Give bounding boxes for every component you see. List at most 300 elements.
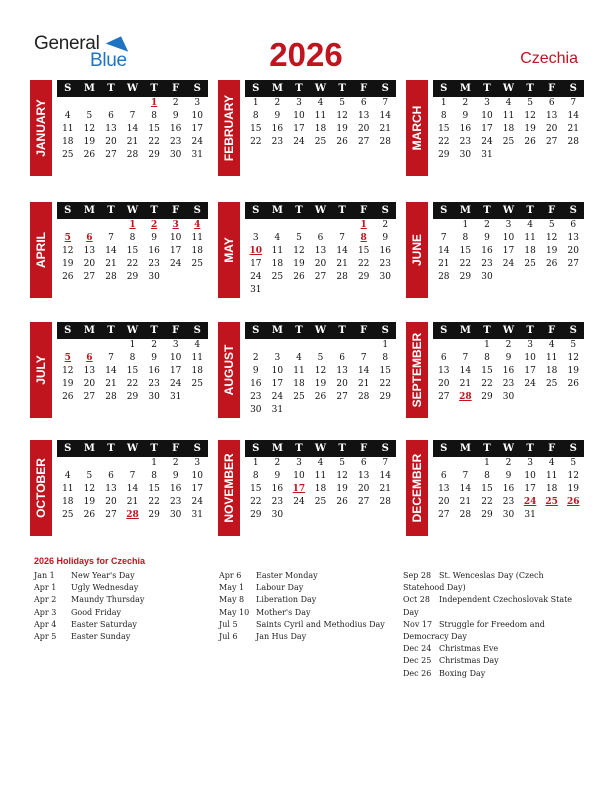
- week-row: [245, 219, 396, 232]
- day-cell: 22: [126, 259, 139, 269]
- month-label: [30, 440, 52, 536]
- country-name: Czechia: [520, 50, 578, 67]
- day-cell: 27: [314, 272, 327, 282]
- week-row: [245, 136, 396, 149]
- weekday-header: M: [271, 83, 283, 94]
- weekday-header: S: [193, 83, 201, 94]
- day-cell: 14: [105, 366, 117, 376]
- weekday-header: T: [107, 83, 115, 94]
- holiday-date: Jan 1: [34, 571, 55, 580]
- day-cell: 12: [524, 111, 536, 121]
- day-cell: 23: [502, 497, 515, 507]
- day-cell: 4: [548, 340, 555, 350]
- day-cell: 13: [357, 471, 370, 481]
- weekday-header: M: [271, 325, 283, 336]
- day-cell: 6: [108, 111, 114, 121]
- day-cell: 25: [191, 259, 203, 269]
- month-label: [406, 440, 428, 536]
- day-cell: 26: [336, 137, 348, 147]
- day-cell: 29: [481, 392, 493, 402]
- day-cell: 29: [357, 272, 370, 282]
- day-cell: 26: [83, 510, 96, 520]
- month-name: OCTOBER: [34, 458, 48, 518]
- month-february: [218, 80, 396, 176]
- day-cell: 23: [250, 392, 262, 402]
- weekday-header-row: [245, 202, 396, 219]
- day-cell: 18: [62, 497, 74, 507]
- day-cell: 7: [382, 458, 389, 468]
- holiday-day-cell: 28: [126, 510, 139, 520]
- empty-day-cell: [433, 457, 455, 470]
- holiday-item: [219, 582, 394, 594]
- empty-day-cell: [310, 284, 332, 297]
- weekday-header: S: [381, 83, 389, 94]
- month-label: [30, 322, 52, 418]
- day-cell: 23: [502, 379, 515, 389]
- day-cell: 11: [271, 246, 284, 256]
- weekday-header: T: [483, 205, 491, 216]
- day-cell: 8: [462, 233, 469, 243]
- day-cell: 7: [440, 233, 447, 243]
- month-label: [406, 80, 428, 176]
- weekday-header: T: [483, 83, 491, 94]
- day-cell: 6: [570, 220, 577, 230]
- week-row: [245, 391, 396, 404]
- week-row: [245, 404, 396, 417]
- day-cell: 31: [169, 392, 182, 402]
- month-days-grid: [245, 322, 396, 417]
- month-label: [218, 202, 240, 298]
- empty-day-cell: [57, 339, 79, 352]
- day-cell: 18: [545, 484, 558, 494]
- day-cell: 8: [151, 471, 157, 481]
- day-cell: 20: [314, 259, 327, 269]
- week-row: [433, 365, 584, 378]
- day-cell: 20: [438, 379, 450, 389]
- day-cell: 10: [169, 233, 182, 243]
- month-days-grid: [245, 440, 396, 522]
- day-cell: 3: [527, 340, 533, 350]
- day-cell: 10: [191, 111, 203, 121]
- day-cell: 5: [86, 471, 93, 481]
- empty-day-cell: [310, 404, 332, 417]
- weekday-header: M: [83, 83, 95, 94]
- weekday-header-row: [245, 322, 396, 339]
- day-cell: 15: [250, 124, 262, 134]
- weekday-header: T: [295, 325, 303, 336]
- day-cell: 14: [379, 111, 391, 121]
- day-cell: 12: [567, 353, 579, 363]
- day-cell: 6: [360, 98, 367, 108]
- day-cell: 16: [169, 484, 182, 494]
- weekday-header: T: [338, 443, 346, 454]
- week-row: [57, 258, 208, 271]
- month-label: [218, 440, 240, 536]
- empty-day-cell: [353, 339, 375, 352]
- day-cell: 20: [357, 124, 370, 134]
- empty-day-cell: [498, 271, 520, 284]
- holiday-item: [219, 607, 394, 619]
- day-cell: 11: [314, 111, 327, 121]
- empty-day-cell: [541, 149, 563, 162]
- day-cell: 11: [314, 471, 327, 481]
- day-cell: 26: [62, 272, 74, 282]
- day-cell: 22: [250, 137, 262, 147]
- holiday-date: Dec 24: [403, 644, 432, 654]
- weekday-header: S: [569, 325, 577, 336]
- holiday-name: Boxing Day: [439, 668, 486, 678]
- weekday-header-row: [57, 80, 208, 97]
- weekday-header: S: [193, 325, 201, 336]
- week-row: [57, 496, 208, 509]
- day-cell: 8: [484, 471, 490, 481]
- month-label: [30, 202, 52, 298]
- weekday-header: W: [314, 205, 327, 216]
- week-row: [433, 123, 584, 136]
- week-row: [433, 110, 584, 123]
- weekday-header: M: [459, 443, 471, 454]
- day-cell: 22: [250, 497, 262, 507]
- day-cell: 16: [481, 246, 493, 256]
- week-row: [433, 136, 584, 149]
- day-cell: 4: [64, 111, 71, 121]
- weekday-header: F: [360, 443, 368, 454]
- empty-day-cell: [100, 97, 122, 110]
- empty-day-cell: [541, 509, 563, 522]
- day-cell: 1: [462, 220, 469, 230]
- empty-day-cell: [79, 219, 101, 232]
- holiday-day-cell: 1: [360, 220, 367, 230]
- weekday-header: T: [526, 443, 534, 454]
- month-days-grid: [433, 202, 584, 284]
- day-cell: 30: [481, 272, 493, 282]
- day-cell: 27: [357, 497, 370, 507]
- week-row: [433, 219, 584, 232]
- day-cell: 9: [462, 111, 469, 121]
- weekday-header-row: [245, 80, 396, 97]
- empty-day-cell: [100, 219, 122, 232]
- holiday-day-cell: 2: [150, 220, 158, 230]
- day-cell: 12: [83, 484, 96, 494]
- week-row: [245, 496, 396, 509]
- day-cell: 18: [191, 366, 203, 376]
- day-cell: 3: [505, 220, 512, 230]
- week-row: [245, 97, 396, 110]
- day-cell: 19: [83, 497, 96, 507]
- day-cell: 21: [105, 379, 117, 389]
- day-cell: 22: [459, 259, 472, 269]
- holiday-name: Maundy Thursday: [71, 595, 145, 605]
- day-cell: 19: [524, 124, 536, 134]
- week-row: [245, 123, 396, 136]
- day-cell: 31: [271, 405, 284, 415]
- day-cell: 18: [314, 124, 327, 134]
- weekday-header: T: [107, 205, 115, 216]
- day-cell: 24: [271, 392, 284, 402]
- day-cell: 11: [545, 471, 558, 481]
- day-cell: 17: [524, 484, 536, 494]
- holiday-name: Independent Czechoslovak State Day: [403, 595, 573, 617]
- day-cell: 7: [570, 98, 577, 108]
- day-cell: 24: [191, 137, 203, 147]
- day-cell: 3: [484, 98, 490, 108]
- month-august: [218, 322, 396, 418]
- weekday-header: F: [548, 205, 556, 216]
- holiday-day-cell: 5: [64, 353, 71, 363]
- month-november: [218, 440, 396, 536]
- day-cell: 16: [271, 124, 284, 134]
- holiday-name: Ugly Wednesday: [71, 583, 139, 593]
- day-cell: 14: [357, 366, 370, 376]
- day-cell: 7: [108, 233, 114, 243]
- holiday-day-cell: 28: [459, 392, 472, 402]
- weekday-header: T: [338, 205, 346, 216]
- week-row: [57, 339, 208, 352]
- empty-day-cell: [353, 404, 375, 417]
- day-cell: 27: [567, 259, 579, 269]
- day-cell: 13: [336, 366, 348, 376]
- day-cell: 13: [314, 246, 327, 256]
- holiday-date: Apr 6: [219, 571, 242, 580]
- day-cell: 6: [440, 353, 447, 363]
- holiday-day-cell: 1: [150, 98, 158, 108]
- weekday-header: M: [459, 205, 471, 216]
- month-label: [406, 202, 428, 298]
- day-cell: 6: [339, 353, 345, 363]
- empty-day-cell: [519, 149, 541, 162]
- empty-day-cell: [245, 339, 267, 352]
- day-cell: 17: [481, 124, 493, 134]
- month-name: AUGUST: [222, 344, 236, 396]
- holiday-day-cell: 4: [194, 220, 201, 230]
- weekday-header: T: [526, 83, 534, 94]
- empty-day-cell: [310, 509, 332, 522]
- day-cell: 29: [459, 272, 472, 282]
- day-cell: 11: [293, 366, 305, 376]
- weekday-header: F: [360, 83, 368, 94]
- day-cell: 22: [148, 137, 160, 147]
- weekday-header: S: [252, 83, 260, 94]
- day-cell: 18: [314, 484, 327, 494]
- day-cell: 21: [126, 497, 139, 507]
- day-cell: 16: [148, 246, 160, 256]
- day-cell: 28: [459, 510, 472, 520]
- week-row: [57, 509, 208, 522]
- empty-day-cell: [562, 509, 584, 522]
- day-cell: 31: [191, 150, 203, 160]
- day-cell: 20: [438, 497, 450, 507]
- weekday-header: F: [172, 325, 180, 336]
- day-cell: 9: [484, 233, 490, 243]
- day-cell: 19: [62, 379, 74, 389]
- weekday-header: S: [64, 443, 72, 454]
- day-cell: 25: [62, 150, 74, 160]
- day-cell: 14: [459, 484, 472, 494]
- empty-day-cell: [57, 219, 79, 232]
- day-cell: 17: [169, 246, 182, 256]
- day-cell: 6: [360, 458, 367, 468]
- empty-day-cell: [331, 404, 353, 417]
- day-cell: 15: [148, 484, 160, 494]
- holiday-date: Apr 5: [34, 632, 57, 642]
- day-cell: 11: [545, 353, 558, 363]
- week-row: [245, 232, 396, 245]
- weekday-header: T: [338, 325, 346, 336]
- day-cell: 25: [545, 379, 558, 389]
- holiday-item: [34, 594, 204, 606]
- day-cell: 15: [481, 366, 493, 376]
- day-cell: 17: [169, 366, 182, 376]
- holiday-date: Apr 3: [34, 607, 57, 617]
- day-cell: 20: [105, 137, 117, 147]
- day-cell: 5: [296, 233, 302, 243]
- day-cell: 12: [314, 366, 327, 376]
- empty-day-cell: [562, 149, 584, 162]
- holiday-name: Christmas Day: [439, 656, 499, 666]
- day-cell: 28: [379, 497, 391, 507]
- weekday-header: T: [295, 443, 303, 454]
- day-cell: 2: [252, 353, 259, 363]
- empty-day-cell: [353, 284, 375, 297]
- weekday-header: S: [64, 205, 72, 216]
- day-cell: 25: [271, 272, 284, 282]
- holiday-item: [219, 594, 394, 606]
- day-cell: 20: [567, 246, 579, 256]
- holiday-date: Dec 26: [403, 668, 432, 678]
- weekday-header: T: [338, 83, 346, 94]
- weekday-header-row: [433, 80, 584, 97]
- day-cell: 29: [148, 510, 160, 520]
- week-row: [57, 378, 208, 391]
- day-cell: 27: [336, 392, 348, 402]
- holiday-day-cell: 10: [249, 246, 263, 256]
- day-cell: 10: [293, 471, 305, 481]
- day-cell: 9: [151, 353, 157, 363]
- day-cell: 8: [151, 111, 157, 121]
- weekday-header: F: [548, 325, 556, 336]
- day-cell: 7: [382, 98, 389, 108]
- day-cell: 6: [548, 98, 555, 108]
- weekday-header: T: [150, 83, 158, 94]
- empty-day-cell: [310, 219, 332, 232]
- day-cell: 13: [105, 124, 117, 134]
- week-row: [245, 365, 396, 378]
- empty-day-cell: [374, 509, 396, 522]
- day-cell: 15: [438, 124, 450, 134]
- week-row: [57, 352, 208, 365]
- weekday-header-row: [245, 440, 396, 457]
- day-cell: 10: [524, 471, 536, 481]
- empty-day-cell: [288, 284, 310, 297]
- day-cell: 27: [438, 392, 450, 402]
- empty-day-cell: [288, 509, 310, 522]
- week-row: [57, 110, 208, 123]
- holiday-name: Easter Sunday: [71, 632, 131, 642]
- day-cell: 6: [108, 471, 114, 481]
- week-row: [245, 339, 396, 352]
- empty-day-cell: [186, 391, 208, 404]
- day-cell: 20: [336, 379, 348, 389]
- month-january: [30, 80, 208, 176]
- week-row: [57, 149, 208, 162]
- day-cell: 25: [314, 497, 327, 507]
- day-cell: 21: [357, 379, 370, 389]
- week-row: [57, 245, 208, 258]
- day-cell: 9: [505, 471, 512, 481]
- holiday-item: [403, 594, 583, 618]
- week-row: [57, 232, 208, 245]
- day-cell: 30: [502, 392, 515, 402]
- month-march: [406, 80, 584, 176]
- day-cell: 14: [336, 246, 348, 256]
- holiday-date: Apr 2: [34, 595, 57, 605]
- day-cell: 14: [126, 124, 139, 134]
- day-cell: 20: [105, 497, 117, 507]
- day-cell: 9: [172, 111, 179, 121]
- week-row: [433, 258, 584, 271]
- day-cell: 23: [379, 259, 391, 269]
- empty-day-cell: [331, 219, 353, 232]
- day-cell: 29: [126, 272, 139, 282]
- day-cell: 25: [191, 379, 203, 389]
- holiday-name: Struggle for Freedom and Democracy Day: [403, 619, 545, 642]
- empty-day-cell: [79, 97, 101, 110]
- month-name: MAY: [222, 237, 236, 263]
- day-cell: 25: [524, 259, 536, 269]
- week-row: [433, 97, 584, 110]
- weekday-header: S: [440, 325, 448, 336]
- month-days-grid: [433, 80, 584, 162]
- day-cell: 4: [527, 220, 533, 230]
- holiday-day-cell: 6: [86, 353, 93, 363]
- empty-day-cell: [245, 219, 267, 232]
- month-name: JANUARY: [34, 99, 48, 157]
- week-row: [433, 149, 584, 162]
- empty-day-cell: [267, 284, 289, 297]
- day-cell: 31: [524, 510, 536, 520]
- weekday-header: T: [483, 443, 491, 454]
- week-row: [57, 123, 208, 136]
- day-cell: 18: [271, 259, 284, 269]
- holiday-item: [403, 655, 583, 667]
- day-cell: 5: [527, 98, 533, 108]
- holiday-day-cell: 26: [566, 497, 580, 507]
- month-october: [30, 440, 208, 536]
- weekday-header: W: [126, 205, 139, 216]
- empty-day-cell: [331, 284, 353, 297]
- day-cell: 22: [357, 259, 370, 269]
- week-row: [245, 457, 396, 470]
- holiday-name: Good Friday: [71, 607, 122, 617]
- day-cell: 30: [250, 405, 262, 415]
- weekday-header: F: [360, 325, 368, 336]
- day-cell: 16: [459, 124, 472, 134]
- weekday-header: S: [440, 205, 448, 216]
- month-september: [406, 322, 584, 418]
- day-cell: 2: [505, 340, 512, 350]
- month-label: [218, 322, 240, 418]
- day-cell: 30: [502, 510, 515, 520]
- day-cell: 11: [524, 233, 536, 243]
- day-cell: 12: [545, 233, 558, 243]
- weekday-header-row: [433, 440, 584, 457]
- empty-day-cell: [288, 339, 310, 352]
- holiday-name: Saints Cyril and Methodius Day: [256, 619, 385, 629]
- month-days-grid: [433, 322, 584, 404]
- day-cell: 8: [252, 471, 259, 481]
- day-cell: 16: [148, 366, 160, 376]
- weekday-header: S: [569, 443, 577, 454]
